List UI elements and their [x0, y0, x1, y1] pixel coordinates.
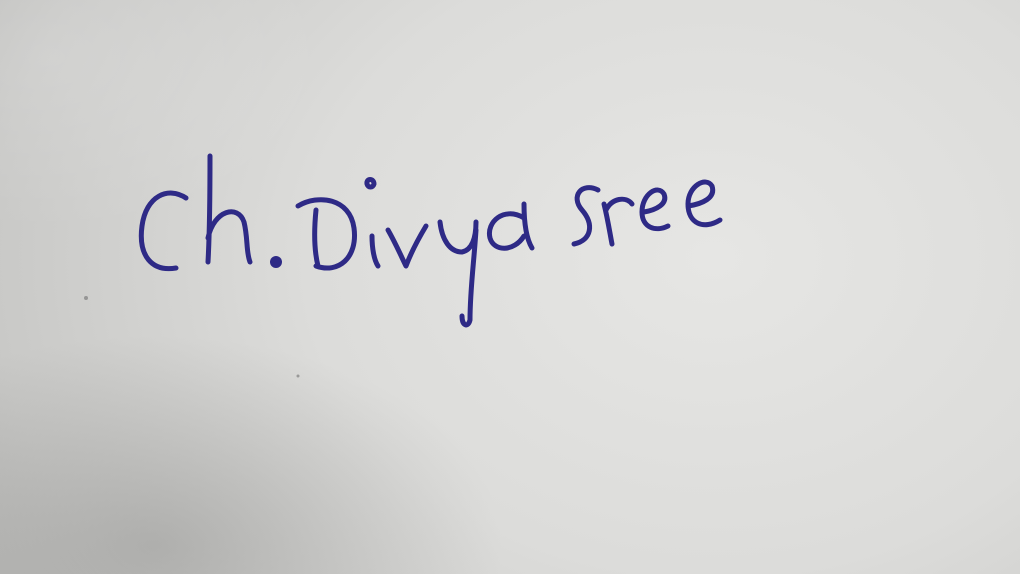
letter-c: [141, 193, 186, 269]
letter-y: [440, 222, 476, 325]
letter-v: [388, 226, 426, 266]
paper-speck: [297, 375, 300, 378]
letter-r: [604, 199, 632, 244]
letter-h: [208, 156, 250, 262]
letter-i: [372, 236, 378, 266]
letter-s: [574, 188, 598, 244]
letter-d: [298, 200, 355, 268]
letter-e-1: [642, 190, 668, 229]
paper-speck: [84, 296, 88, 300]
letter-i-dot: [367, 180, 374, 188]
period-dot: [270, 256, 282, 268]
letter-a: [489, 204, 532, 248]
letter-e-2: [688, 182, 720, 225]
